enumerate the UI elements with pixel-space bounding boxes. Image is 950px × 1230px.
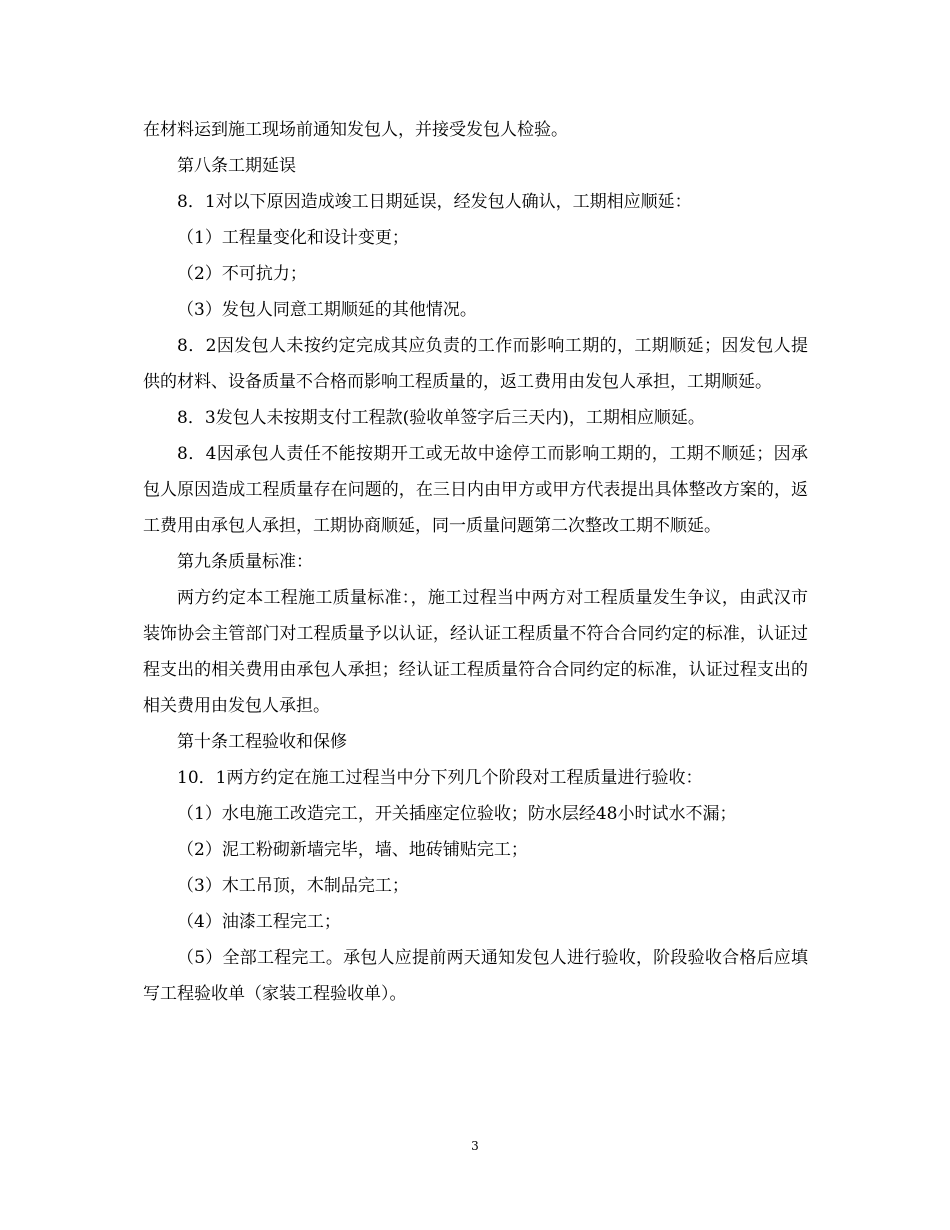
clause-8-4: 8．4因承包人责任不能按期开工或无故中途停工而影响工期的，工期不顺延；因承包人原因造成工程质量存在问题的，在三日内由甲方或甲方代表提出具体整改方案的，返工费用由承包人承担，工期协商顺延，同一质量问题第二次整改工期不顺延。 xyxy=(143,444,808,536)
section-heading-9: 第九条质量标准： xyxy=(177,552,313,572)
paragraph-1: 在材料运到施工现场前通知发包人，并接受发包人检验。 xyxy=(143,120,568,140)
clause-9-body: 两方约定本工程施工质量标准：，施工过程当中两方对工程质量发生争议，由武汉市装饰协会主管部门对工程质量予以认证，经认证工程质量不符合合同约定的标准，认证过程支出的相关费用由承包人承担；经认证工程质量符合合同约定的标准，认证过程支出的相关费用由发包人承担。 xyxy=(143,588,808,716)
clause-8-2: 8．2因发包人未按约定完成其应负责的工作而影响工期的，工期顺延；因发包人提供的材料、设备质量不合格而影响工程质量的，返工费用由发包人承担，工期顺延。 xyxy=(143,336,808,392)
clause-8-1-item-2: （2）不可抗力； xyxy=(177,264,307,284)
section-heading-8: 第八条工期延误 xyxy=(177,156,296,176)
clause-10-1: 10．1两方约定在施工过程当中分下列几个阶段对工程质量进行验收： xyxy=(177,768,703,788)
clause-8-1: 8．1对以下原因造成竣工日期延误，经发包人确认，工期相应顺延： xyxy=(177,192,692,212)
page-number: 3 xyxy=(471,1139,479,1153)
clause-8-1-item-1: （1）工程量变化和设计变更； xyxy=(177,228,409,248)
clause-10-1-item-5: （5）全部工程完工。承包人应提前两天通知发包人进行验收，阶段验收合格后应填写工程验收单（家装工程验收单）。 xyxy=(143,948,808,1004)
clause-8-3: 8．3发包人未按期支付工程款(验收单签字后三天内)，工期相应顺延。 xyxy=(177,408,705,428)
clause-10-1-item-3: （3）木工吊顶，木制品完工； xyxy=(177,876,409,896)
document-body xyxy=(143,112,808,1012)
clause-10-1-item-1: （1）水电施工改造完工，开关插座定位验收；防水层经48小时试水不漏； xyxy=(177,804,737,824)
clause-10-1-item-4: （4）油漆工程完工； xyxy=(177,912,341,932)
clause-10-1-item-2: （2）泥工粉砌新墙完毕，墙、地砖铺贴完工； xyxy=(177,840,528,860)
clause-8-1-item-3: （3）发包人同意工期顺延的其他情况。 xyxy=(177,300,477,320)
section-heading-10: 第十条工程验收和保修 xyxy=(177,732,347,752)
